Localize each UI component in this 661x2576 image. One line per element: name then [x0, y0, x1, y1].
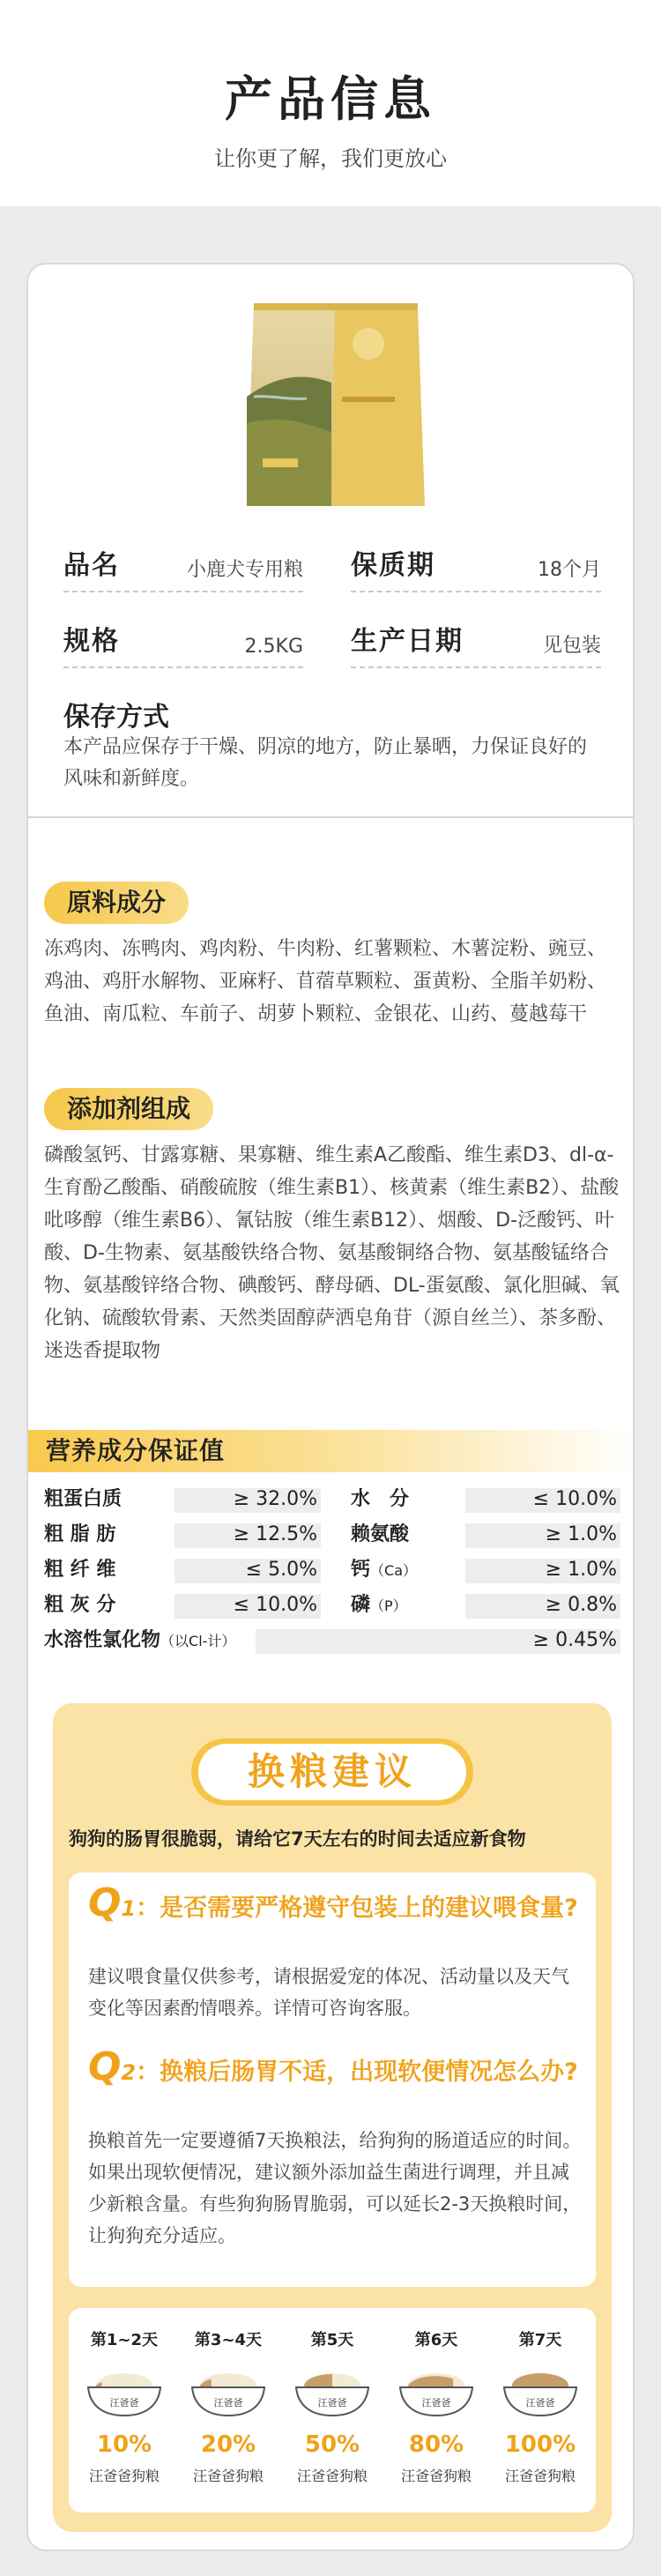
additives-text: 磷酸氢钙、甘露寡糖、果寡糖、维生素A乙酸酯、维生素D3、dl-α-生育酚乙酸酯、硝酸硫胺（维生素B1）、核黄素（维生素B2）、盐酸吡哆醇（维生素B6）、氰钴胺（维生素B12）、烟酸、D-泛酸钙、叶酸、D-生物素、氨基酸铁络合物、氨基酸铜络合物、氨基酸锰络合物、氨基酸锌络合物、碘酸钙、酵母硒、DL-蛋氨酸、氯化胆碱、氧化钠、硫酸软骨素、天然类固醇萨洒皂角苷（源自丝兰）、茶多酚、迷迭香提取物	[44, 1144, 620, 1362]
nutrition-value: ≤ 5.0%	[245, 1559, 317, 1581]
ingredients-text: 冻鸡肉、冻鸭肉、鸡肉粉、牛肉粉、红薯颗粒、木薯淀粉、豌豆、鸡油、鸡肝水解物、亚麻籽、苜蓿草颗粒、蛋黄粉、全脂羊奶粉、鱼油、南瓜粒、车前子、胡萝卜颗粒、金银花、山药、蔓越莓干	[44, 938, 607, 1025]
transition-step	[180, 2308, 277, 2513]
faq-answer-1: 建议喂食量仅供参考，请根据爱宠的体况、活动量以及天气变化等因素酌情喂养。详情可咨询客服。	[88, 1966, 569, 2019]
step-brand: 汪爸爸狗粮	[504, 2468, 576, 2484]
step-percentage: 20%	[200, 2431, 256, 2458]
nutrition-title: 营养成分保证值	[28, 1430, 635, 1472]
info-production-date-value: 见包装	[542, 635, 601, 657]
nutrition-value: ≥ 0.8%	[545, 1594, 617, 1616]
transition-step	[284, 2308, 381, 2513]
step-percentage: 50%	[304, 2431, 360, 2458]
food-bowl-icon	[501, 2359, 580, 2421]
step-brand: 汪爸爸狗粮	[296, 2468, 368, 2484]
info-row-2	[63, 619, 601, 668]
info-spec-value: 2.5KG	[244, 636, 303, 658]
info-name-label: 品名	[63, 550, 120, 581]
bowl-label: 汪爸爸	[213, 2397, 243, 2408]
product-info-card	[26, 263, 635, 2551]
info-production-date-label: 生产日期	[351, 626, 464, 657]
info-shelf-life-value: 18个月	[538, 559, 601, 581]
step-percentage: 10%	[96, 2431, 152, 2458]
nutrition-item	[44, 1590, 321, 1620]
product-bag-image	[236, 291, 432, 513]
nutrition-key: 钙（Ca）	[351, 1559, 417, 1581]
nutrition-key: 粗蛋白质	[44, 1488, 123, 1510]
transition-step	[492, 2308, 589, 2513]
advice-subtitle: 狗狗的肠胃很脆弱，请给它7天左右的时间去适应新食物	[69, 1828, 526, 1850]
nutrition-item	[44, 1485, 321, 1515]
storage-title: 保存方式	[63, 702, 169, 733]
ingredients-title: 原料成分	[44, 882, 189, 924]
step-day: 第5天	[310, 2331, 354, 2349]
step-day: 第6天	[414, 2331, 458, 2349]
nutrition-item	[351, 1520, 620, 1550]
nutrition-value: ≥ 1.0%	[545, 1559, 617, 1581]
nutrition-key: 粗 纤 维	[44, 1559, 116, 1581]
step-brand: 汪爸爸狗粮	[400, 2468, 472, 2484]
nutrition-value: ≥ 0.45%	[532, 1629, 617, 1651]
step-day: 第3~4天	[194, 2331, 263, 2349]
advice-title-badge	[191, 1738, 473, 1805]
nutrition-key: 粗 灰 分	[44, 1594, 116, 1616]
nutrition-key: 赖氨酸	[351, 1523, 410, 1545]
faq-answer-2: 换粮首先一定要遵循7天换粮法，给狗狗的肠道适应的时间。如果出现软便情况，建议额外添加益生菌进行调理，并且减少新粮含量。有些狗狗肠胃脆弱，可以延长2-3天换粮时间，让狗狗充分适应。	[88, 2130, 582, 2246]
info-production-date	[351, 619, 601, 668]
nutrition-value: ≤ 10.0%	[233, 1594, 317, 1616]
info-name	[63, 543, 303, 592]
nutrition-key: 磷（P）	[351, 1594, 407, 1616]
feeding-advice-panel	[53, 1703, 612, 2532]
faq-question-1: Q1：是否需要严格遵守包装上的建议喂食量?	[88, 1880, 578, 1925]
advice-title: 换粮建议	[198, 1744, 466, 1800]
step-day: 第7天	[518, 2331, 562, 2349]
nutrition-item	[351, 1485, 620, 1515]
nutrition-item-wide	[44, 1626, 620, 1656]
step-percentage: 100%	[504, 2431, 576, 2458]
nutrition-value: ≥ 32.0%	[233, 1488, 317, 1510]
nutrition-item	[44, 1520, 321, 1550]
nutrition-value: ≥ 1.0%	[545, 1523, 617, 1545]
seven-day-transition	[69, 2308, 596, 2513]
page-header	[0, 0, 661, 206]
info-name-value: 小鹿犬专用粮	[186, 559, 303, 581]
nutrition-item	[351, 1590, 620, 1620]
additives-title: 添加剂组成	[44, 1088, 213, 1130]
bowl-label: 汪爸爸	[421, 2397, 451, 2408]
bowl-label: 汪爸爸	[317, 2397, 347, 2408]
info-spec	[63, 619, 303, 668]
food-bowl-icon	[293, 2359, 372, 2421]
storage-text: 本产品应保存于干燥、阴凉的地方，防止暴晒，力保证良好的风味和新鲜度。	[63, 736, 588, 790]
faq-box	[69, 1872, 596, 2287]
nutrition-value: ≥ 12.5%	[233, 1523, 317, 1545]
food-bowl-icon	[85, 2359, 164, 2421]
info-row-1	[63, 543, 601, 592]
nutrition-key: 水 分	[351, 1488, 410, 1510]
nutrition-item	[44, 1555, 321, 1585]
step-brand: 汪爸爸狗粮	[192, 2468, 264, 2484]
step-percentage: 80%	[408, 2431, 464, 2458]
step-day: 第1~2天	[90, 2331, 159, 2349]
divider	[28, 816, 635, 818]
info-shelf-life-label: 保质期	[351, 550, 435, 581]
transition-step	[76, 2308, 173, 2513]
faq-question-2: Q2：换粮后肠胃不适，出现软便情况怎么办?	[88, 2044, 578, 2089]
food-bowl-icon	[189, 2359, 268, 2421]
page-subtitle: 让你更了解，我们更放心	[214, 146, 447, 171]
nutrition-key: 水溶性氯化物（以Cl-计）	[44, 1629, 236, 1651]
transition-step	[388, 2308, 485, 2513]
nutrition-value: ≤ 10.0%	[532, 1488, 617, 1510]
bowl-label: 汪爸爸	[525, 2397, 555, 2408]
food-bowl-icon	[397, 2359, 476, 2421]
nutrition-key: 粗 脂 肪	[44, 1523, 116, 1545]
page-title: 产品信息	[225, 71, 436, 127]
step-brand: 汪爸爸狗粮	[88, 2468, 160, 2484]
info-spec-label: 规格	[63, 626, 120, 657]
info-shelf-life	[351, 543, 601, 592]
bowl-label: 汪爸爸	[109, 2397, 139, 2408]
nutrition-item	[351, 1555, 620, 1585]
